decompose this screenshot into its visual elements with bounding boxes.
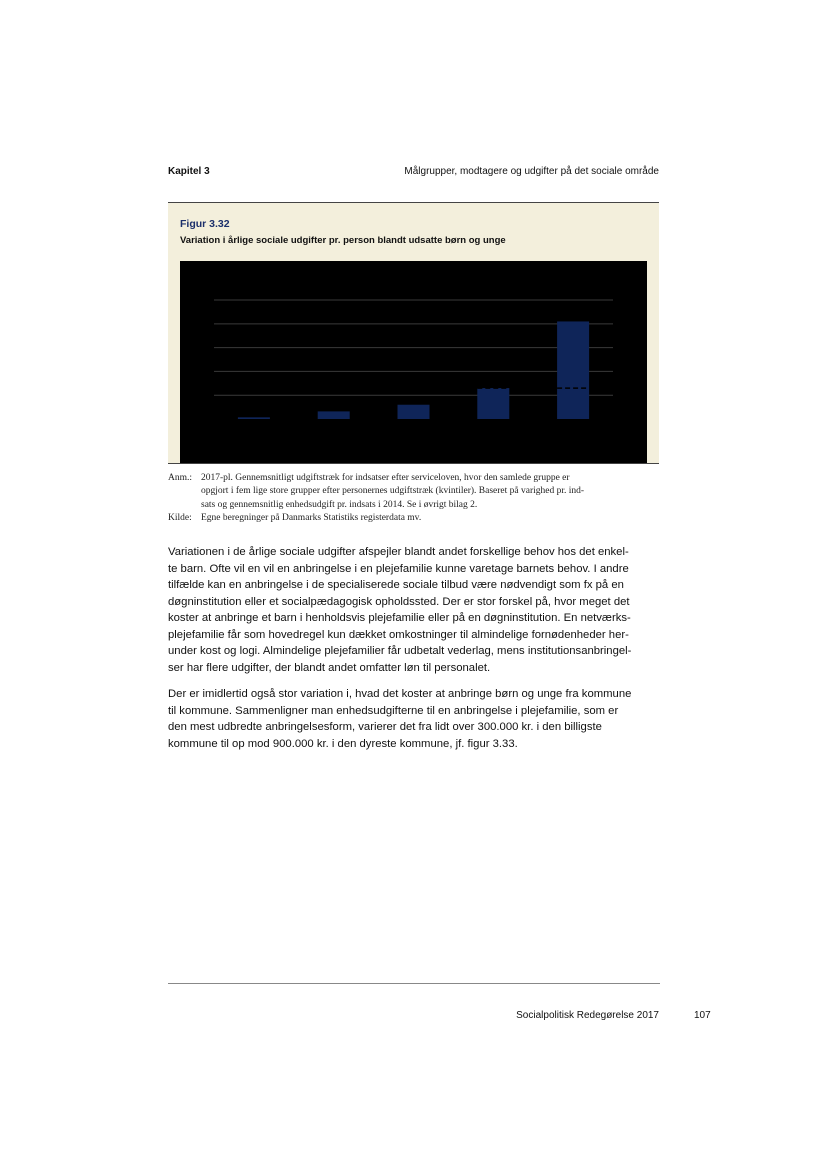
figure-box [168, 202, 659, 464]
text-line: plejefamilie får som hovedregel kun dækket omkostninger til almindelige fornødenheder her- [168, 628, 629, 641]
figure-notes [168, 472, 659, 525]
bar-1 [238, 417, 270, 419]
page-number: 107 [694, 1010, 711, 1021]
text-line: te barn. Ofte vil en vil en anbringelse i en plejefamilie kunne varetage barnets behov. I andre [168, 562, 629, 575]
note-line: 2017-pl. Gennemsnitligt udgiftstræk for indsatser efter serviceloven, hvor den samlede gruppe er [201, 473, 570, 483]
paragraph-2 [168, 686, 660, 752]
note-label: Kilde: [168, 512, 192, 523]
text-line: koster at anbringe et barn i henholdsvis plejefamilie eller på en døgninstitution. En netværks- [168, 612, 631, 624]
footer-publication: Socialpolitisk Redegørelse 2017 [516, 1010, 659, 1021]
text-line: den mest udbredte anbringelsesform, varierer det fra lidt over 300.000 kr. i den billigste [168, 721, 602, 733]
bar-chart [180, 261, 647, 463]
text-line: tilfælde kan en anbringelse i de specialiserede sociale tilbud være nødvendigt som fx på en [168, 579, 624, 591]
note-source [168, 512, 659, 525]
bar-5 [557, 321, 589, 419]
note-anm [168, 472, 659, 512]
footer-divider [168, 983, 660, 984]
chapter-label: Kapitel 3 [168, 166, 210, 177]
note-line: opgjort i fem lige store grupper efter personernes udgiftstræk (kvintiler). Baseret på varighed pr. ind- [201, 486, 585, 497]
bar-2 [318, 411, 350, 419]
figure-number: Figur 3.32 [180, 218, 230, 230]
bar-3 [398, 405, 430, 419]
note-text [201, 472, 659, 512]
note-text [201, 512, 659, 525]
note-line: Egne beregninger på Danmarks Statistiks registerdata mv. [201, 512, 422, 523]
text-line: Variationen i de årlige sociale udgifter afspejler blandt andet forskellige behov hos det enkel- [168, 546, 629, 558]
text-line: døgninstitution eller et socialpædagogisk opholdssted. Der er stor forskel på, hvor meget det [168, 595, 630, 608]
text-line: under kost og logi. Almindelige plejefamilier får udbetalt vederlag, mens institutionsanbringel- [168, 645, 632, 657]
text-line: til kommune. Sammenligner man enhedsudgifterne til en anbringelse i plejefamilie, som er [168, 704, 619, 717]
paragraph-1 [168, 544, 660, 676]
chart-canvas [180, 261, 647, 463]
text-line: kommune til op mod 900.000 kr. i den dyreste kommune, jf. figur 3.33. [168, 737, 518, 750]
text-line: Der er imidlertid også stor variation i, hvad det koster at anbringe børn og unge fra kommune [168, 688, 632, 700]
note-label: Anm.: [168, 473, 193, 483]
note-line: sats og gennemsnitlig enhedsudgift pr. indsats i 2014. Se i øvrigt bilag 2. [201, 499, 478, 510]
section-title: Målgrupper, modtagere og udgifter på det sociale område [404, 166, 659, 177]
figure-title: Variation i årlige sociale udgifter pr. person blandt udsatte børn og unge [180, 235, 506, 246]
text-line: ser har flere udgifter, der blandt andet omfatter løn til personalet. [168, 661, 491, 674]
bar-4 [477, 388, 509, 419]
